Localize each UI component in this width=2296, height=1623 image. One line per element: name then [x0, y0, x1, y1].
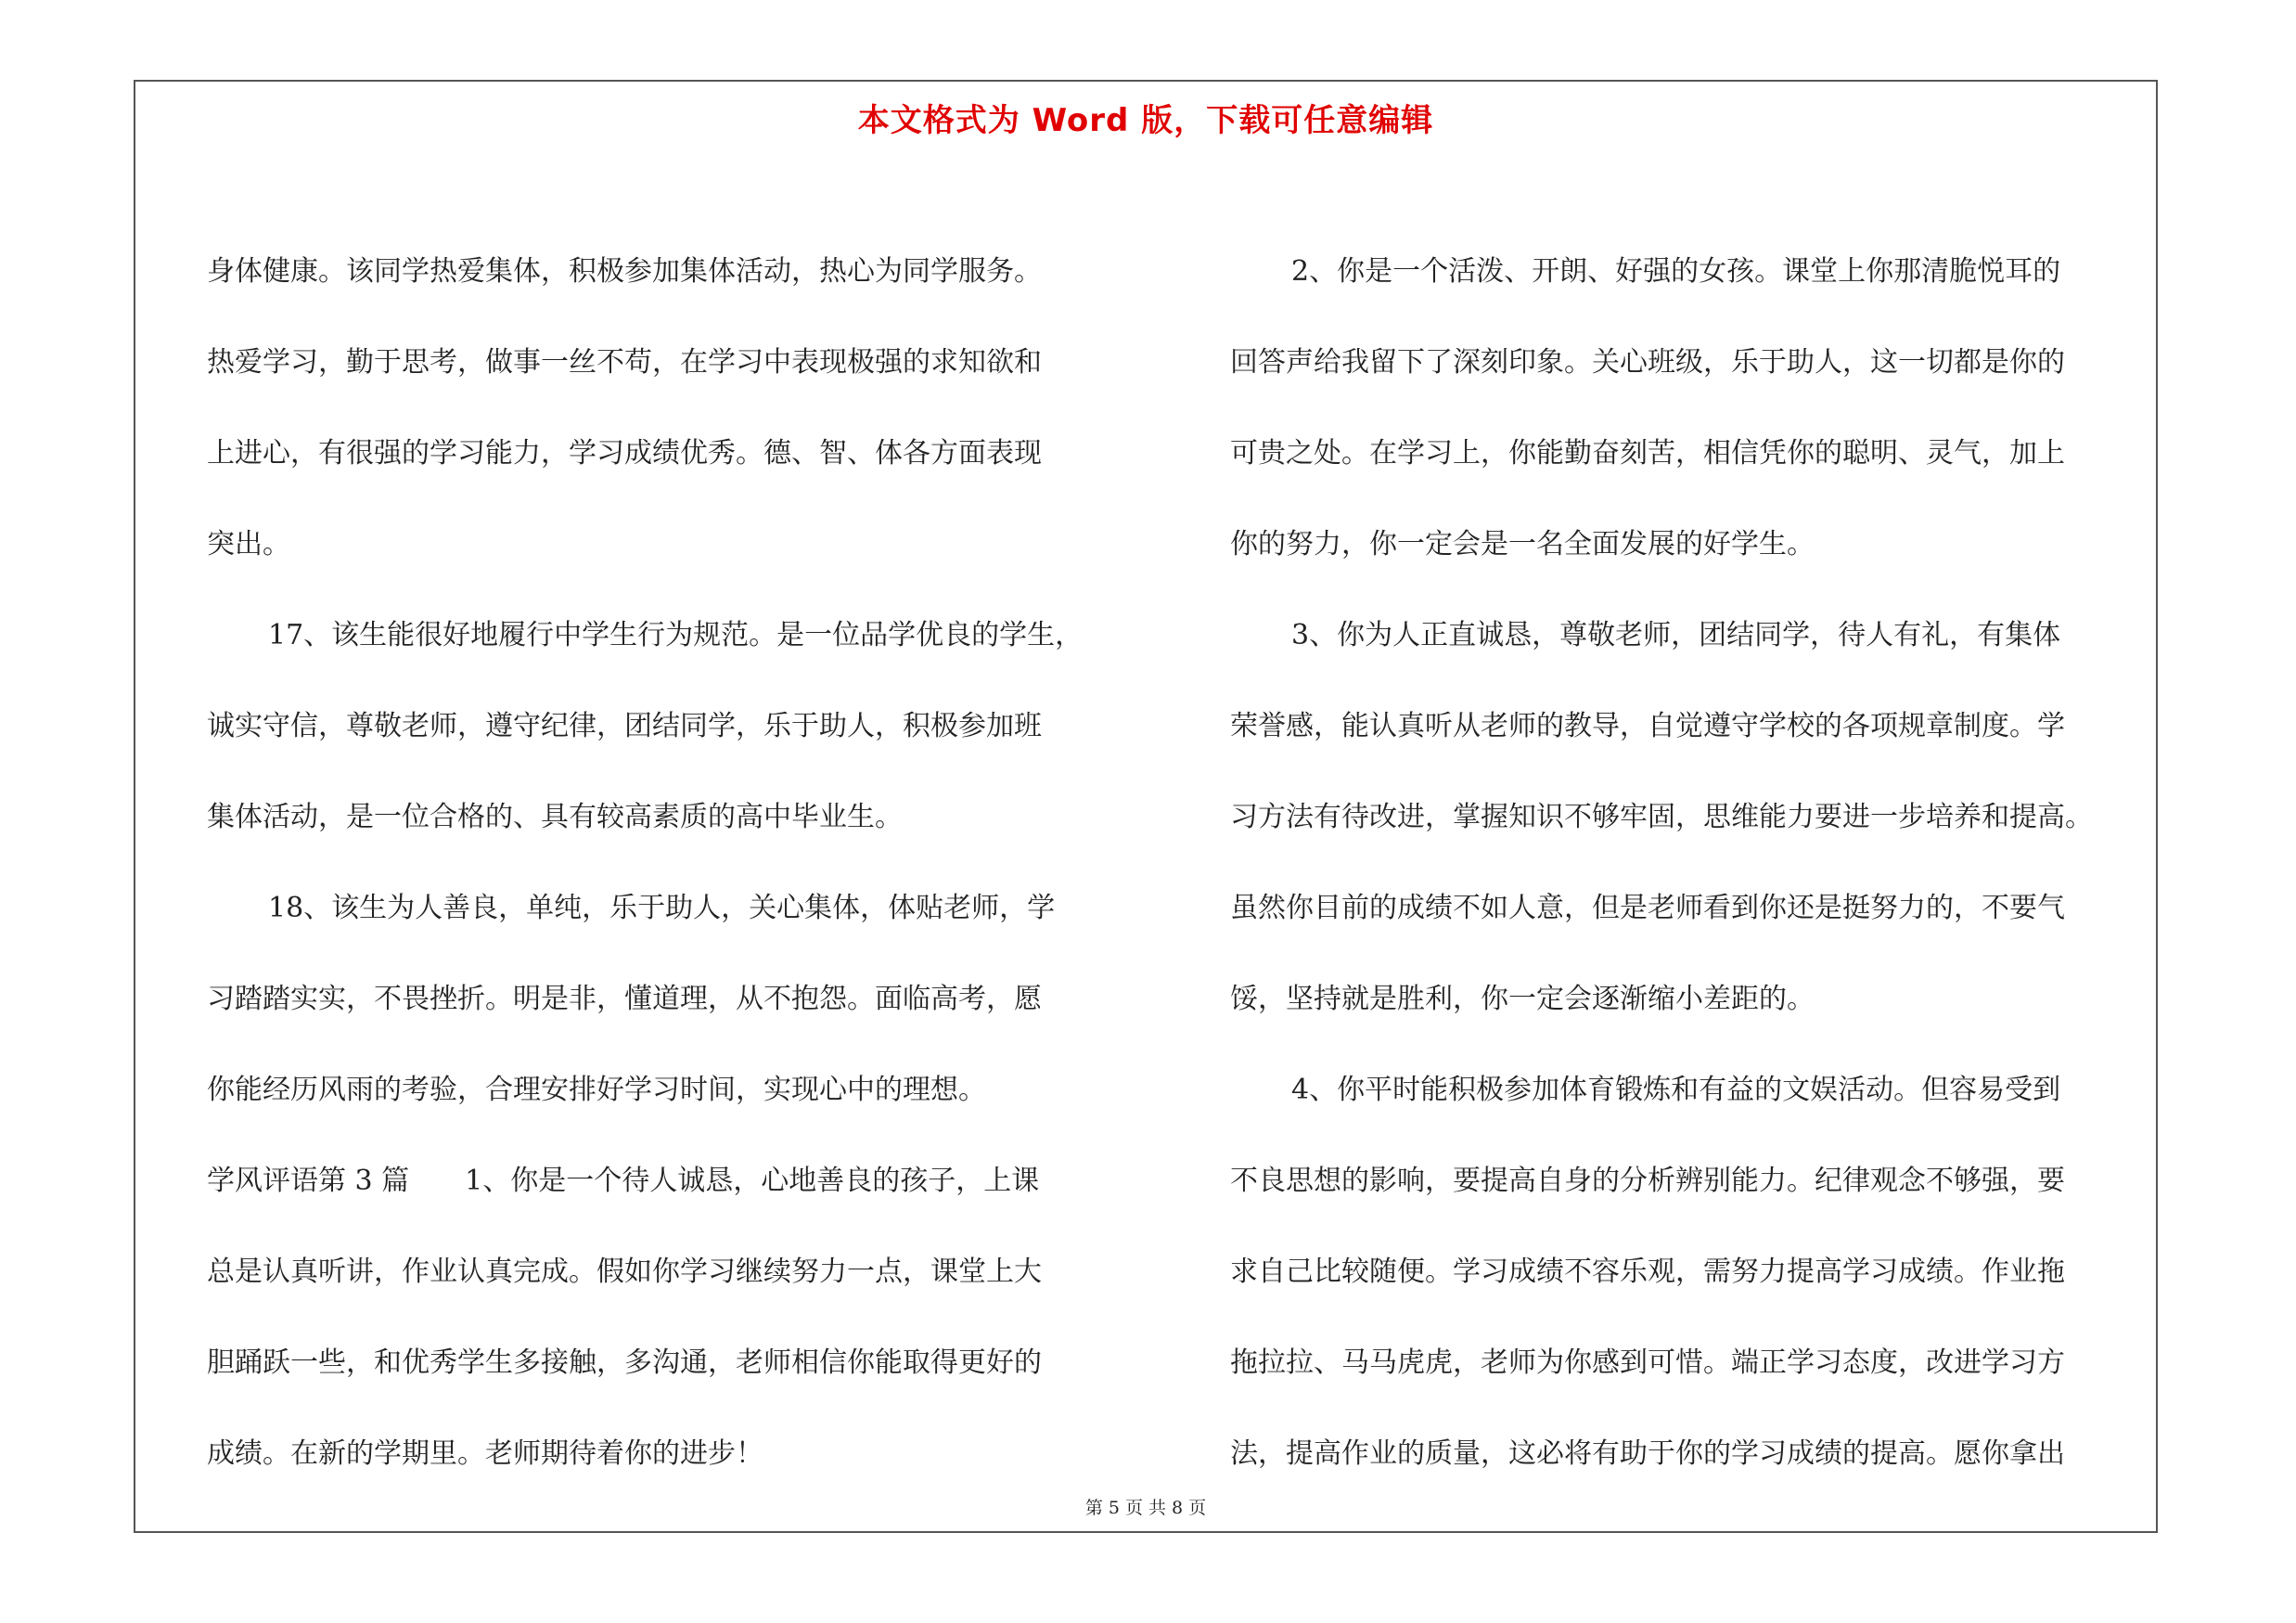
page-number-footer: 第 5 页 共 8 页	[1084, 1498, 1207, 1518]
text-line: 集体活动，是一位合格的、具有较高素质的高中毕业生。	[207, 801, 903, 833]
text-line: 馁，坚持就是胜利，你一定会逐渐缩小差距的。	[1230, 983, 1815, 1015]
text-line: 你的努力，你一定会是一名全面发展的好学生。	[1230, 528, 1815, 560]
text-line: 拖拉拉、马马虎虎，老师为你感到可惜。端正学习态度，改进学习方	[1230, 1346, 2065, 1379]
text-line: 3、你为人正直诚恳，尊敬老师，团结同学，待人有礼，有集体	[1291, 619, 2061, 651]
text-line: 回答声给我留下了深刻印象。关心班级，乐于助人，这一切都是你的	[1230, 346, 2065, 379]
text-line: 学风评语第 3 篇 1、你是一个待人诚恳，心地善良的孩子，上课	[207, 1165, 1040, 1197]
text-line: 诚实守信，尊敬老师，遵守纪律，团结同学，乐于助人，积极参加班	[207, 710, 1042, 742]
text-line: 总是认真听讲，作业认真完成。假如你学习继续努力一点，课堂上大	[207, 1256, 1042, 1288]
document-page	[134, 80, 2158, 1533]
text-line: 求自己比较随便。学习成绩不容乐观，需努力提高学习成绩。作业拖	[1230, 1256, 2065, 1288]
right-text-column	[1230, 251, 2153, 1524]
text-line: 热爱学习，勤于思考，做事一丝不苟，在学习中表现极强的求知欲和	[207, 346, 1042, 379]
text-line: 可贵之处。在学习上，你能勤奋刻苦，相信凭你的聪明、灵气，加上	[1230, 437, 2065, 470]
text-line: 虽然你目前的成绩不如人意，但是老师看到你还是挺努力的，不要气	[1230, 892, 2065, 924]
text-line: 习踏踏实实，不畏挫折。明是非，懂道理，从不抱怨。面临高考，愿	[207, 983, 1042, 1015]
text-line: 上进心，有很强的学习能力，学习成绩优秀。德、智、体各方面表现	[207, 437, 1042, 470]
text-line: 突出。	[207, 528, 290, 560]
text-line: 18、该生为人善良，单纯，乐于助人，关心集体，体贴老师，学	[268, 892, 1056, 924]
text-line: 习方法有待改进，掌握知识不够牢固，思维能力要进一步培养和提高。	[1230, 801, 2093, 833]
text-line: 荣誉感，能认真听从老师的教导，自觉遵守学校的各项规章制度。学	[1230, 710, 2065, 742]
text-line: 2、你是一个活泼、开朗、好强的女孩。课堂上你那清脆悦耳的	[1291, 255, 2061, 288]
format-banner: 本文格式为 Word 版，下载可任意编辑	[857, 102, 1434, 139]
text-line: 法，提高作业的质量，这必将有助于你的学习成绩的提高。愿你拿出	[1230, 1437, 2065, 1470]
text-line: 你能经历风雨的考验，合理安排好学习时间，实现心中的理想。	[207, 1074, 986, 1106]
text-line: 4、你平时能积极参加体育锻炼和有益的文娱活动。但容易受到	[1291, 1074, 2061, 1106]
left-text-column	[207, 251, 1130, 1524]
text-line: 胆踊跃一些，和优秀学生多接触，多沟通，老师相信你能取得更好的	[207, 1346, 1042, 1379]
text-line: 不良思想的影响，要提高自身的分析辨别能力。纪律观念不够强，要	[1230, 1165, 2065, 1197]
text-line: 身体健康。该同学热爱集体，积极参加集体活动，热心为同学服务。	[207, 255, 1042, 288]
text-line: 成绩。在新的学期里。老师期待着你的进步！	[207, 1437, 763, 1470]
text-line: 17、该生能很好地履行中学生行为规范。是一位品学优良的学生，	[268, 619, 1084, 651]
